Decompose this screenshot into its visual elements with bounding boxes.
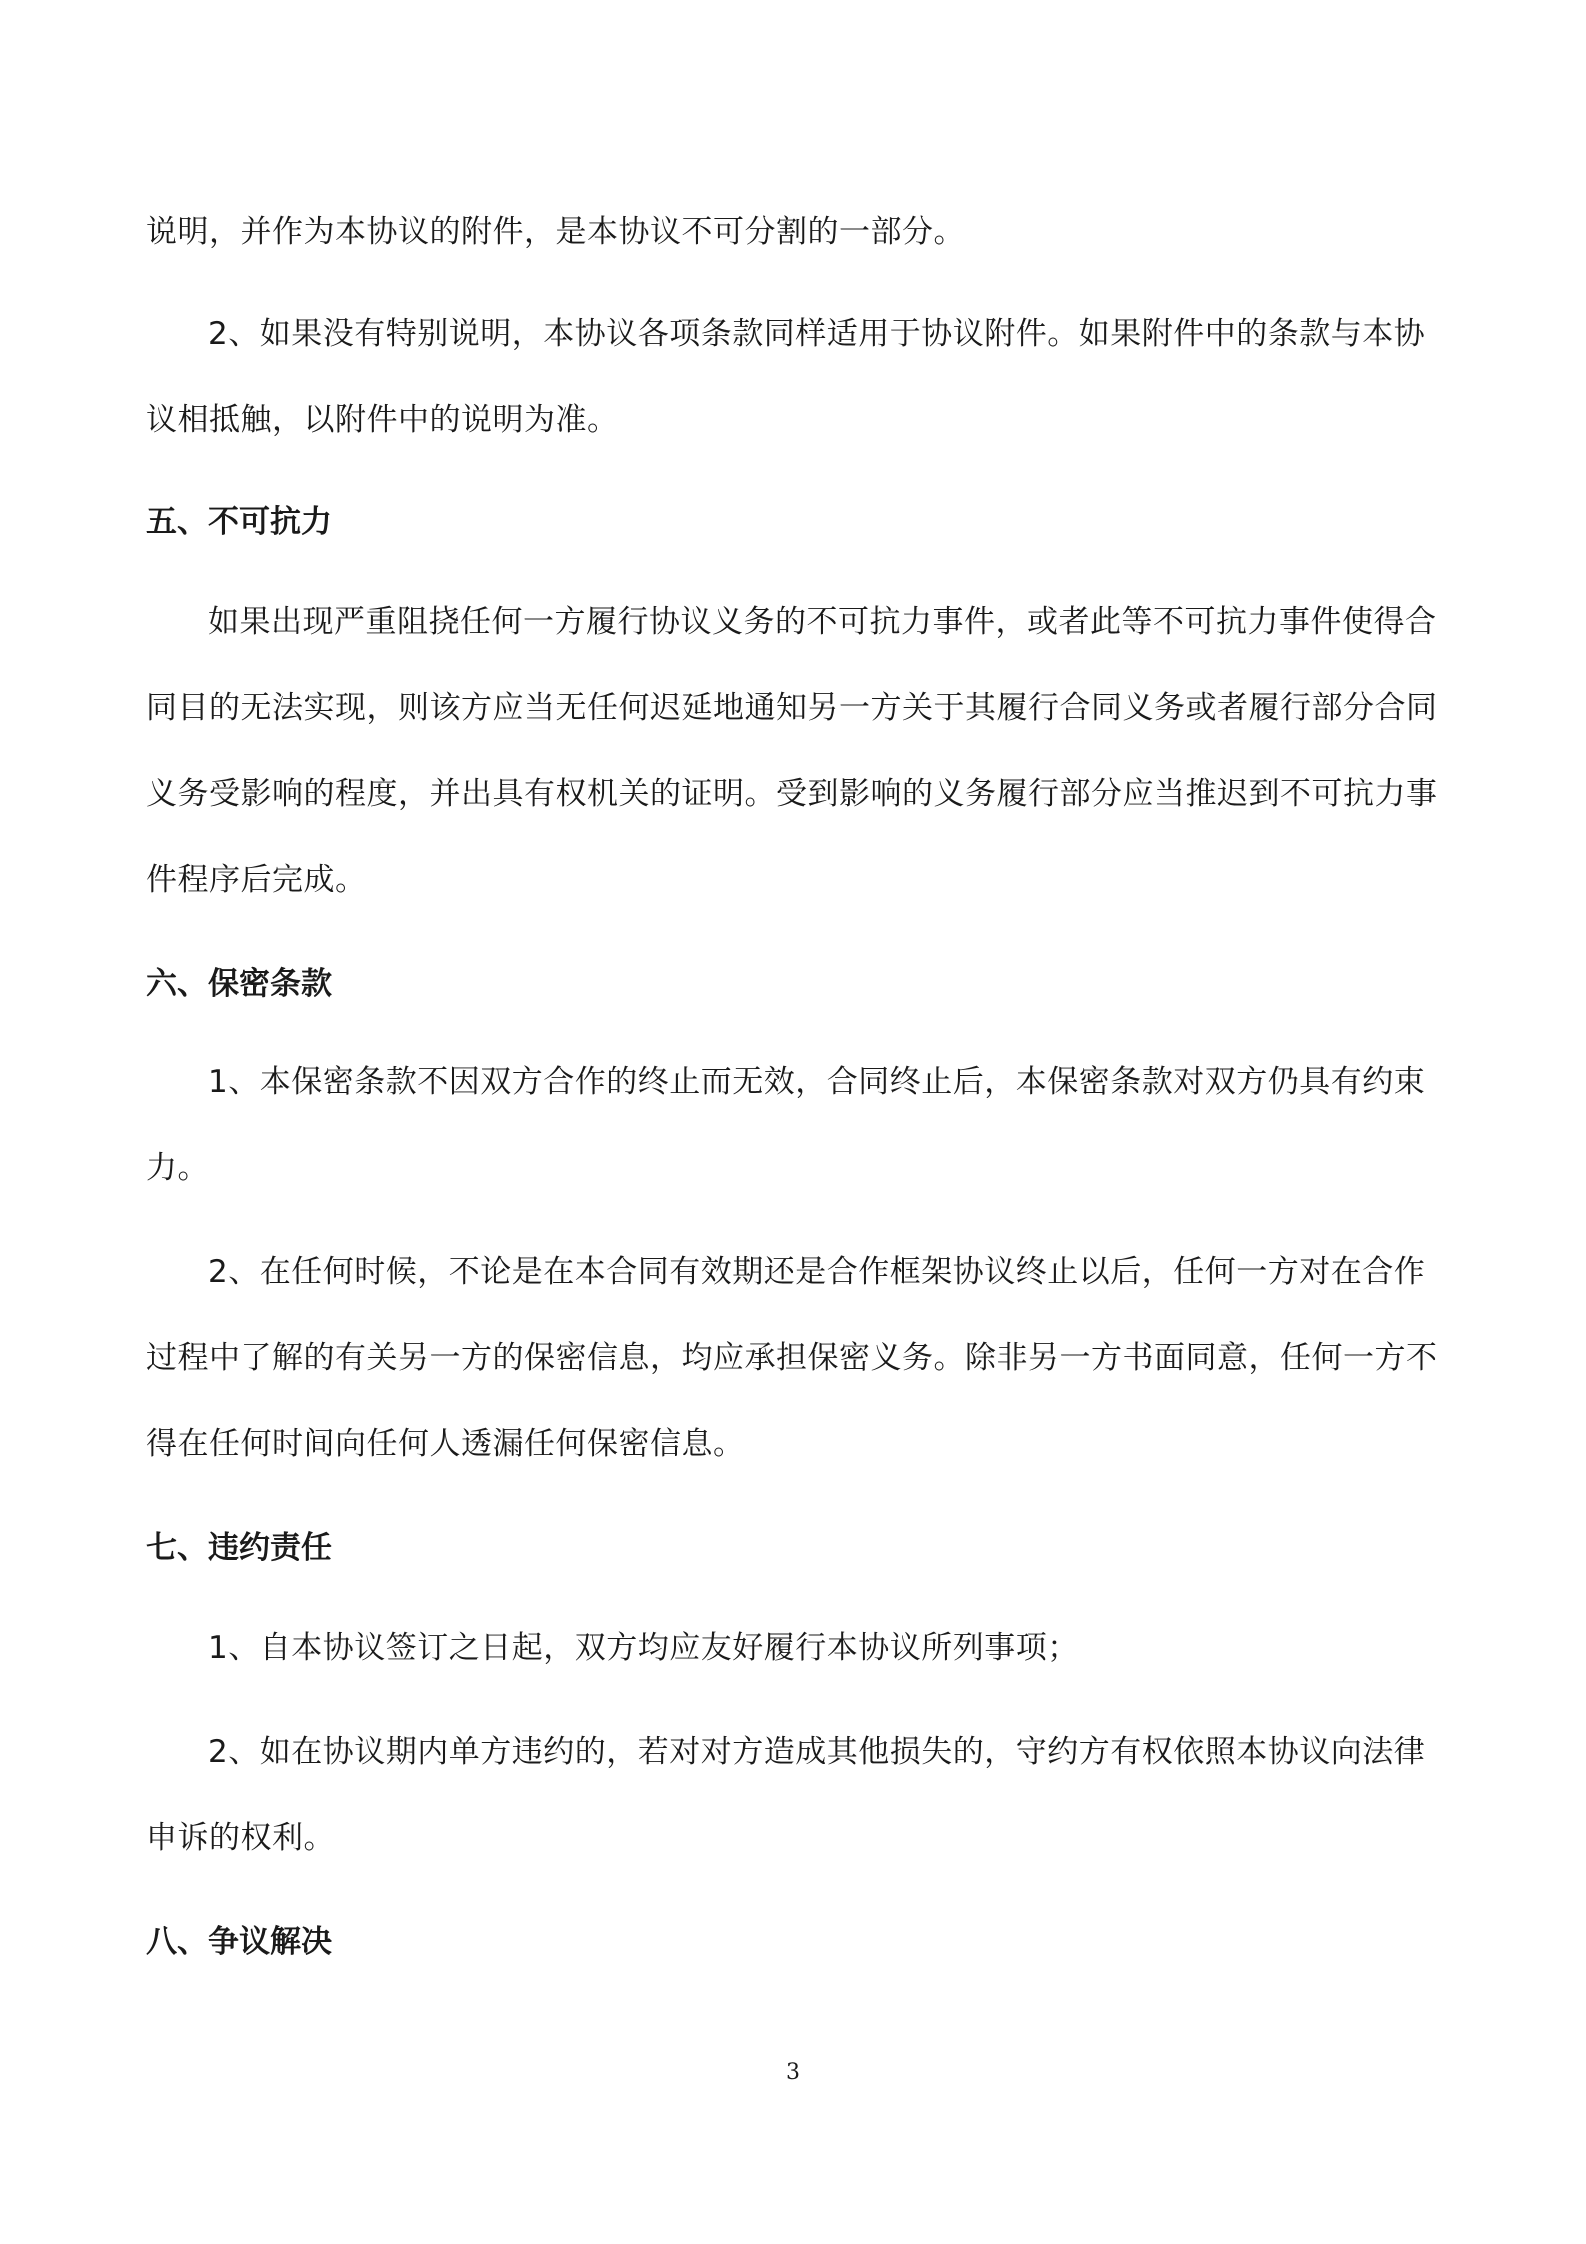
paragraph-line: 义务受影响的程度，并出具有权机关的证明。受到影响的义务履行部分应当推迟到不可抗力事 [146,776,1438,812]
paragraph-line: 过程中了解的有关另一方的保密信息，均应承担保密义务。除非另一方书面同意，任何一方不 [146,1340,1438,1376]
section-heading: 六、保密条款 [146,966,332,1002]
page-number: 3 [786,2060,800,2085]
paragraph-line: 1、自本协议签订之日起，双方均应友好履行本协议所列事项； [208,1630,1079,1666]
paragraph-line: 件程序后完成。 [146,862,367,898]
paragraph-line: 1、本保密条款不因双方合作的终止而无效，合同终止后，本保密条款对双方仍具有约束 [208,1064,1426,1100]
paragraph-line: 2、如在协议期内单方违约的，若对对方造成其他损失的，守约方有权依照本协议向法律 [208,1734,1426,1770]
section-heading: 五、不可抗力 [146,504,332,540]
paragraph-line: 如果出现严重阻挠任何一方履行协议义务的不可抗力事件，或者此等不可抗力事件使得合 [208,604,1437,640]
paragraph-line: 申诉的权利。 [146,1820,335,1856]
paragraph-line: 说明，并作为本协议的附件，是本协议不可分割的一部分。 [146,214,965,250]
paragraph-line: 同目的无法实现，则该方应当无任何迟延地通知另一方关于其履行合同义务或者履行部分合同 [146,690,1438,726]
paragraph-line: 2、在任何时候，不论是在本合同有效期还是合作框架协议终止以后，任何一方对在合作 [208,1254,1426,1290]
section-heading: 七、违约责任 [146,1530,332,1566]
paragraph-line: 力。 [146,1150,209,1186]
section-heading: 八、争议解决 [146,1924,332,1960]
paragraph-line: 得在任何时间向任何人透漏任何保密信息。 [146,1426,745,1462]
paragraph-line: 议相抵触，以附件中的说明为准。 [146,402,619,438]
paragraph-line: 2、如果没有特别说明，本协议各项条款同样适用于协议附件。如果附件中的条款与本协 [208,316,1426,352]
